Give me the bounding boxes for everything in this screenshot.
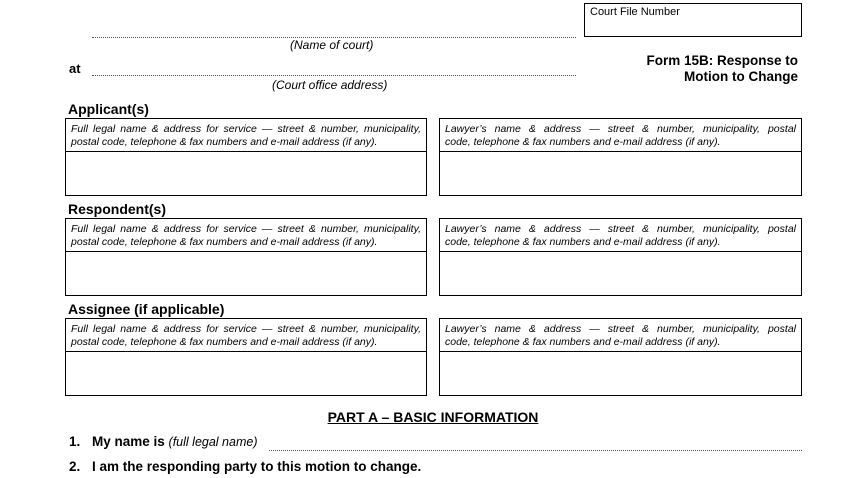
hint-line: Full legal name & address for service — street & number, municipality,	[71, 123, 421, 135]
item-1-text: My name is	[92, 434, 165, 449]
form-title	[646, 53, 798, 85]
hint-line: Lawyer’s name & address — street & number, municipality, postal	[445, 223, 796, 235]
hint-line: postal code, telephone & fax numbers and e-mail address (if any).	[71, 236, 378, 248]
respondent-party-box	[65, 218, 427, 296]
assignee-lawyer-hint-2	[440, 332, 801, 349]
hint-line: postal code, telephone & fax numbers and e-mail address (if any).	[71, 336, 378, 348]
respondent-party-hint-2	[66, 232, 426, 249]
assignee-party-box	[65, 318, 427, 396]
applicant-lawyer-input[interactable]	[440, 152, 801, 195]
applicants-heading: Applicant(s)	[68, 101, 149, 117]
respondent-lawyer-hint-2	[440, 232, 801, 249]
part-a-heading: PART A – BASIC INFORMATION	[327, 409, 539, 425]
item-1-hint: (full legal name)	[168, 435, 258, 449]
court-file-number-label: Court File Number	[590, 6, 680, 18]
applicant-party-box	[65, 118, 427, 196]
applicant-party-hint-2	[66, 132, 426, 149]
item-1-number: 1.	[69, 434, 81, 449]
item-2-text: I am the responding party to this motion to change.	[92, 459, 422, 474]
form-title-line1: Form 15B: Response to	[646, 53, 798, 68]
full-legal-name-field[interactable]	[269, 450, 802, 451]
hint-line: Lawyer’s name & address — street & number, municipality, postal	[445, 123, 796, 135]
applicant-lawyer-box	[439, 118, 802, 196]
item-1-label	[92, 434, 257, 449]
hint-line: Full legal name & address for service — street & number, municipality,	[71, 323, 421, 335]
form-title-line2: Motion to Change	[684, 69, 798, 84]
respondent-lawyer-input[interactable]	[440, 252, 801, 295]
at-label: at	[69, 61, 81, 76]
respondent-party-input[interactable]	[66, 252, 426, 295]
assignee-party-hint-2	[66, 332, 426, 349]
assignee-heading: Assignee (if applicable)	[68, 301, 225, 317]
court-office-caption: (Court office address)	[272, 78, 388, 92]
assignee-lawyer-input[interactable]	[440, 352, 801, 395]
hint-line: code, telephone & fax numbers and e-mail address (if any).	[445, 236, 721, 248]
name-of-court-caption: (Name of court)	[290, 38, 374, 52]
hint-line: postal code, telephone & fax numbers and e-mail address (if any).	[71, 136, 378, 148]
assignee-party-input[interactable]	[66, 352, 426, 395]
hint-line: Lawyer’s name & address — street & number, municipality, postal	[445, 323, 796, 335]
applicant-party-input[interactable]	[66, 152, 426, 195]
hint-line: Full legal name & address for service — street & number, municipality,	[71, 223, 421, 235]
court-office-address-field[interactable]	[92, 75, 576, 76]
assignee-lawyer-box	[439, 318, 802, 396]
respondent-lawyer-box	[439, 218, 802, 296]
applicant-lawyer-hint-2	[440, 132, 801, 149]
hint-line: code, telephone & fax numbers and e-mail address (if any).	[445, 336, 721, 348]
item-2-number: 2.	[69, 459, 81, 474]
court-file-number-field[interactable]	[584, 3, 802, 37]
respondents-heading: Respondent(s)	[68, 201, 166, 217]
hint-line: code, telephone & fax numbers and e-mail address (if any).	[445, 136, 721, 148]
